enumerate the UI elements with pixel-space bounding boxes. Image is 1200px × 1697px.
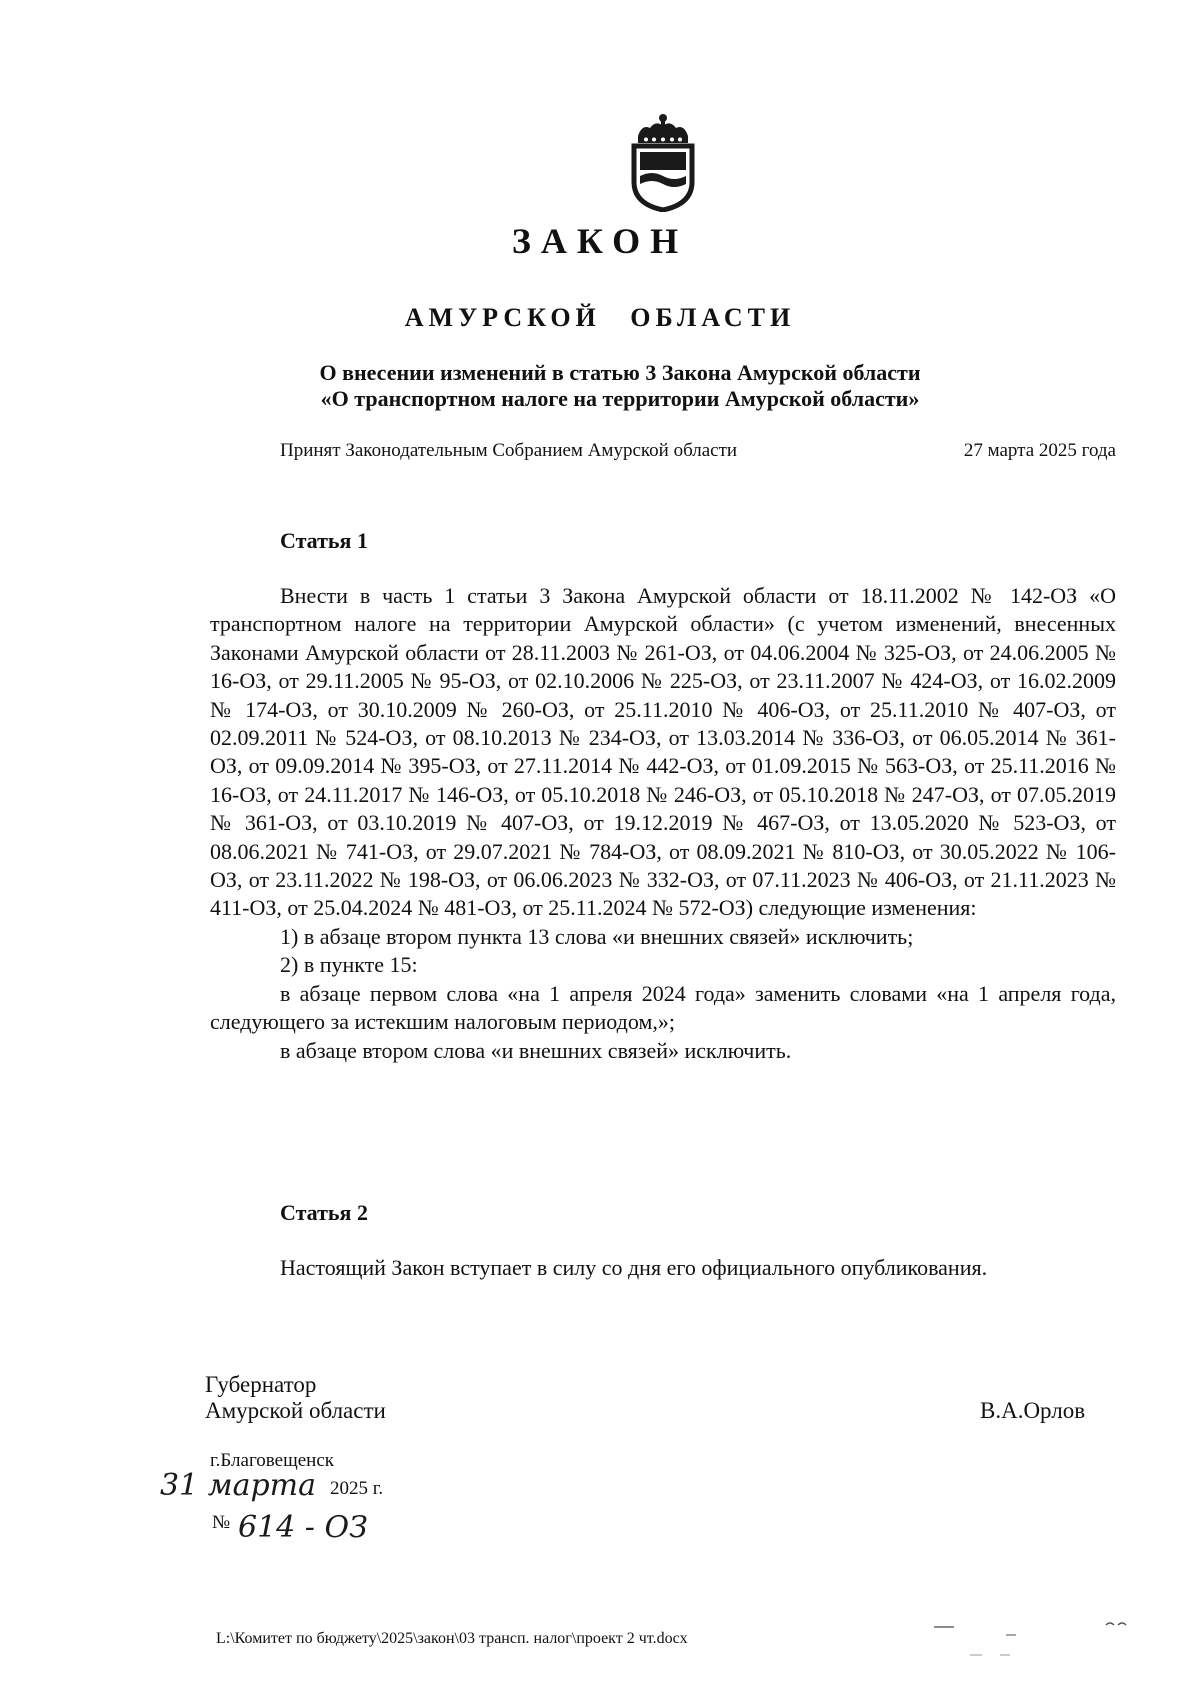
scan-marks [930,1615,1130,1665]
article-1-item-2: 2) в пункте 15: [280,952,418,978]
coat-of-arms-icon [628,112,698,212]
file-path: L:\Комитет по бюджету\2025\закон\03 трансп. налог\проект 2 чт.docx [216,1630,688,1647]
law-subtitle [240,360,1000,412]
signatory-position-line-1: Губернатор [205,1372,317,1397]
signatory-position [205,1372,386,1424]
article-2-heading: Статья 2 [280,1200,368,1225]
subtitle-line-2: «О транспортном налоге на территории Амурской области» [320,386,920,411]
handwritten-law-number: 614 - ОЗ [238,1510,368,1545]
article-1-item-1: 1) в абзаце втором пункта 13 слова «и внешних связей» исключить; [280,923,914,949]
article-1-intro: Внести в часть 1 статьи 3 Закона Амурской области от 18.11.2002 № 142-ОЗ «О транспортном налоге на территории Амурской области» (с учетом изменений, внесенных Законами Амурской области от 28.11.2003 № 261-ОЗ, от 04.06.2004 № 325-ОЗ, от 24.06.2005 № 16-ОЗ, от 29.11.2005 № 95-ОЗ, от 02.10.2006 № 225-ОЗ, от 23.11.2007 № 424-ОЗ, от 16.02.2009 № 174-ОЗ, от 30.10.2009 № 260-ОЗ, от 25.11.2010 № 406-ОЗ, от 25.11.2010 № 407-ОЗ, от 02.09.2011 № 524-ОЗ, от 08.10.2013 № 234-ОЗ, от 13.03.2014 № 336-ОЗ, от 06.05.2014 № 361-ОЗ, от 09.09.2014 № 395-ОЗ, от 27.11.2014 № 442-ОЗ, от 01.09.2015 № 563-ОЗ, от 25.11.2016 № 16-ОЗ, от 24.11.2017 № 146-ОЗ, от 05.10.2018 № 246-ОЗ, от 05.10.2018 № 247-ОЗ, от 07.05.2019 № 361-ОЗ, от 03.10.2019 № 407-ОЗ, от 19.12.2019 № 467-ОЗ, от 13.05.2020 № 523-ОЗ, от 08.06.2021 № 741-ОЗ, от 29.07.2021 № 784-ОЗ, от 08.09.2021 № 810-ОЗ, от 30.05.2022 № 106-ОЗ, от 23.11.2022 № 198-ОЗ, от 06.06.2023 № 332-ОЗ, от 07.11.2023 № 406-ОЗ, от 21.11.2023 № 411-ОЗ, от 25.04.2024 № 481-ОЗ, от 25.11.2024 № 572-ОЗ) следующие изменения: [210,583,1116,921]
signatory-position-line-2: Амурской области [205,1398,386,1423]
article-2-body [210,1254,1116,1282]
signatory-name: В.А.Орлов [980,1398,1086,1423]
article-1-item-2a: в абзаце первом слова «на 1 апреля 2024 года» заменить словами «на 1 апреля года, следующего за истекшим налоговым периодом,»; [210,980,1116,1035]
article-1-item-2b: в абзаце втором слова «и внешних связей» исключить. [280,1037,792,1063]
city: г.Благовещенск [210,1450,334,1471]
article-2-text: Настоящий Закон вступает в силу со дня его официального опубликования. [280,1255,988,1280]
article-1-body [210,582,1116,1065]
number-sign: № [212,1512,231,1533]
date-year: 2025 г. [330,1478,384,1499]
article-1-heading: Статья 1 [280,528,368,553]
subtitle-line-1: О внесении изменений в статью 3 Закона Амурской области [319,360,921,385]
handwritten-date: 31 марта [160,1468,317,1503]
adopted-by: Принят Законодательным Собранием Амурской области [280,440,738,461]
document-type-title: ЗАКОН [511,221,689,261]
region-title: АМУРСКОЙ ОБЛАСТИ [404,303,796,332]
adopted-date: 27 марта 2025 года [963,440,1116,461]
